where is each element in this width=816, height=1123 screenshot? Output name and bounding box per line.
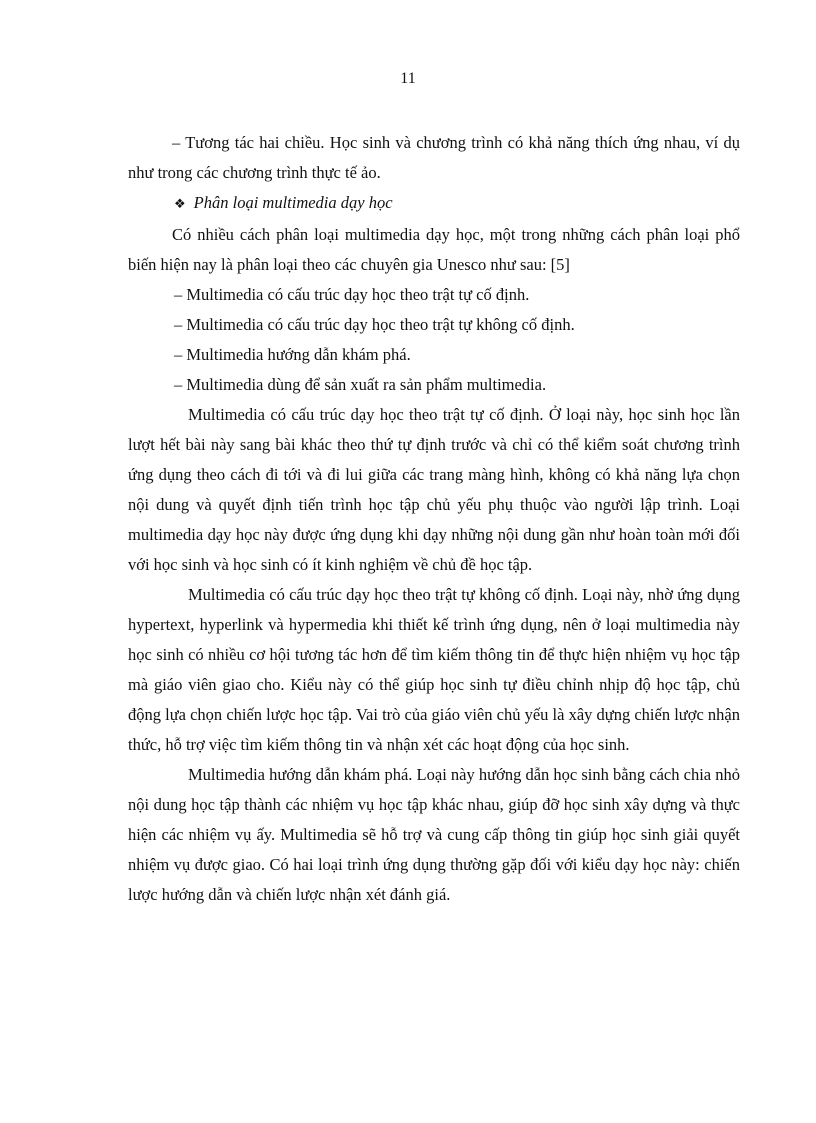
page-number: 11 xyxy=(400,70,416,87)
list-item: – Multimedia có cấu trúc dạy học theo trật tự cố định. xyxy=(174,285,530,304)
document-body xyxy=(128,128,740,910)
paragraph-guided-discovery: Multimedia hướng dẫn khám phá. Loại này hướng dẫn học sinh bằng cách chia nhỏ nội dung học tập thành các nhiệm vụ học tập khác nhau, giúp đỡ học sinh xây dựng và thực hiện các nhiệm vụ ấy. Multimedia sẽ hỗ trợ và cung cấp thông tin giúp học sinh giải quyết nhiệm vụ được giao. Có hai loại trình ứng dụng thường gặp đối với kiểu dạy học này: chiến lược hướng dẫn và chiến lược nhận xét đánh giá. xyxy=(128,765,740,904)
list-item: – Multimedia dùng để sản xuất ra sản phẩm multimedia. xyxy=(174,375,547,394)
section-heading xyxy=(128,188,740,220)
list-item: – Multimedia có cấu trúc dạy học theo trật tự không cố định. xyxy=(174,315,575,334)
section-heading-text: Phân loại multimedia dạy học xyxy=(193,193,393,212)
intro-paragraph: Có nhiều cách phân loại multimedia dạy học, một trong những cách phân loại phổ biến hiện nay là phân loại theo các chuyên gia Unesco như sau: [5] xyxy=(128,225,740,274)
diamond-bullet-icon: ❖ xyxy=(174,197,186,212)
paragraph-fixed-order: Multimedia có cấu trúc dạy học theo trật tự cố định. Ở loại này, học sinh học lần lượt hết bài này sang bài khác theo thứ tự định trước và chỉ có thể kiểm soát chương trình ứng dụng theo cách đi tới và đi lui giữa các trang màng hình, không có khả năng lựa chọn nội dung và quyết định tiến trình học tập chủ yếu phụ thuộc vào người lập trình. Loại multimedia dạy học này được ứng dụng khi dạy những nội dung gần như hoàn toàn mới đối với học sinh và học sinh có ít kinh nghiệm về chủ đề học tập. xyxy=(128,405,740,574)
intro-dash-item: – Tương tác hai chiều. Học sinh và chương trình có khả năng thích ứng nhau, ví dụ như trong các chương trình thực tế ảo. xyxy=(128,133,740,182)
paragraph-non-fixed-order: Multimedia có cấu trúc dạy học theo trật tự không cố định. Loại này, nhờ ứng dụng hypertext, hyperlink và hypermedia khi thiết kế trình ứng dụng, nên ở loại multimedia này học sinh có nhiều cơ hội tương tác hơn để tìm kiếm thông tin để thực hiện nhiệm vụ học tập mà giáo viên giao cho. Kiểu này có thể giúp học sinh tự điều chỉnh nhịp độ học tập, chủ động lựa chọn chiến lược học tập. Vai trò của giáo viên chủ yếu là xây dựng chiến lược nhận thức, hỗ trợ việc tìm kiếm thông tin và nhận xét các hoạt động của học sinh. xyxy=(128,585,740,754)
list-item: – Multimedia hướng dẫn khám phá. xyxy=(174,345,411,364)
